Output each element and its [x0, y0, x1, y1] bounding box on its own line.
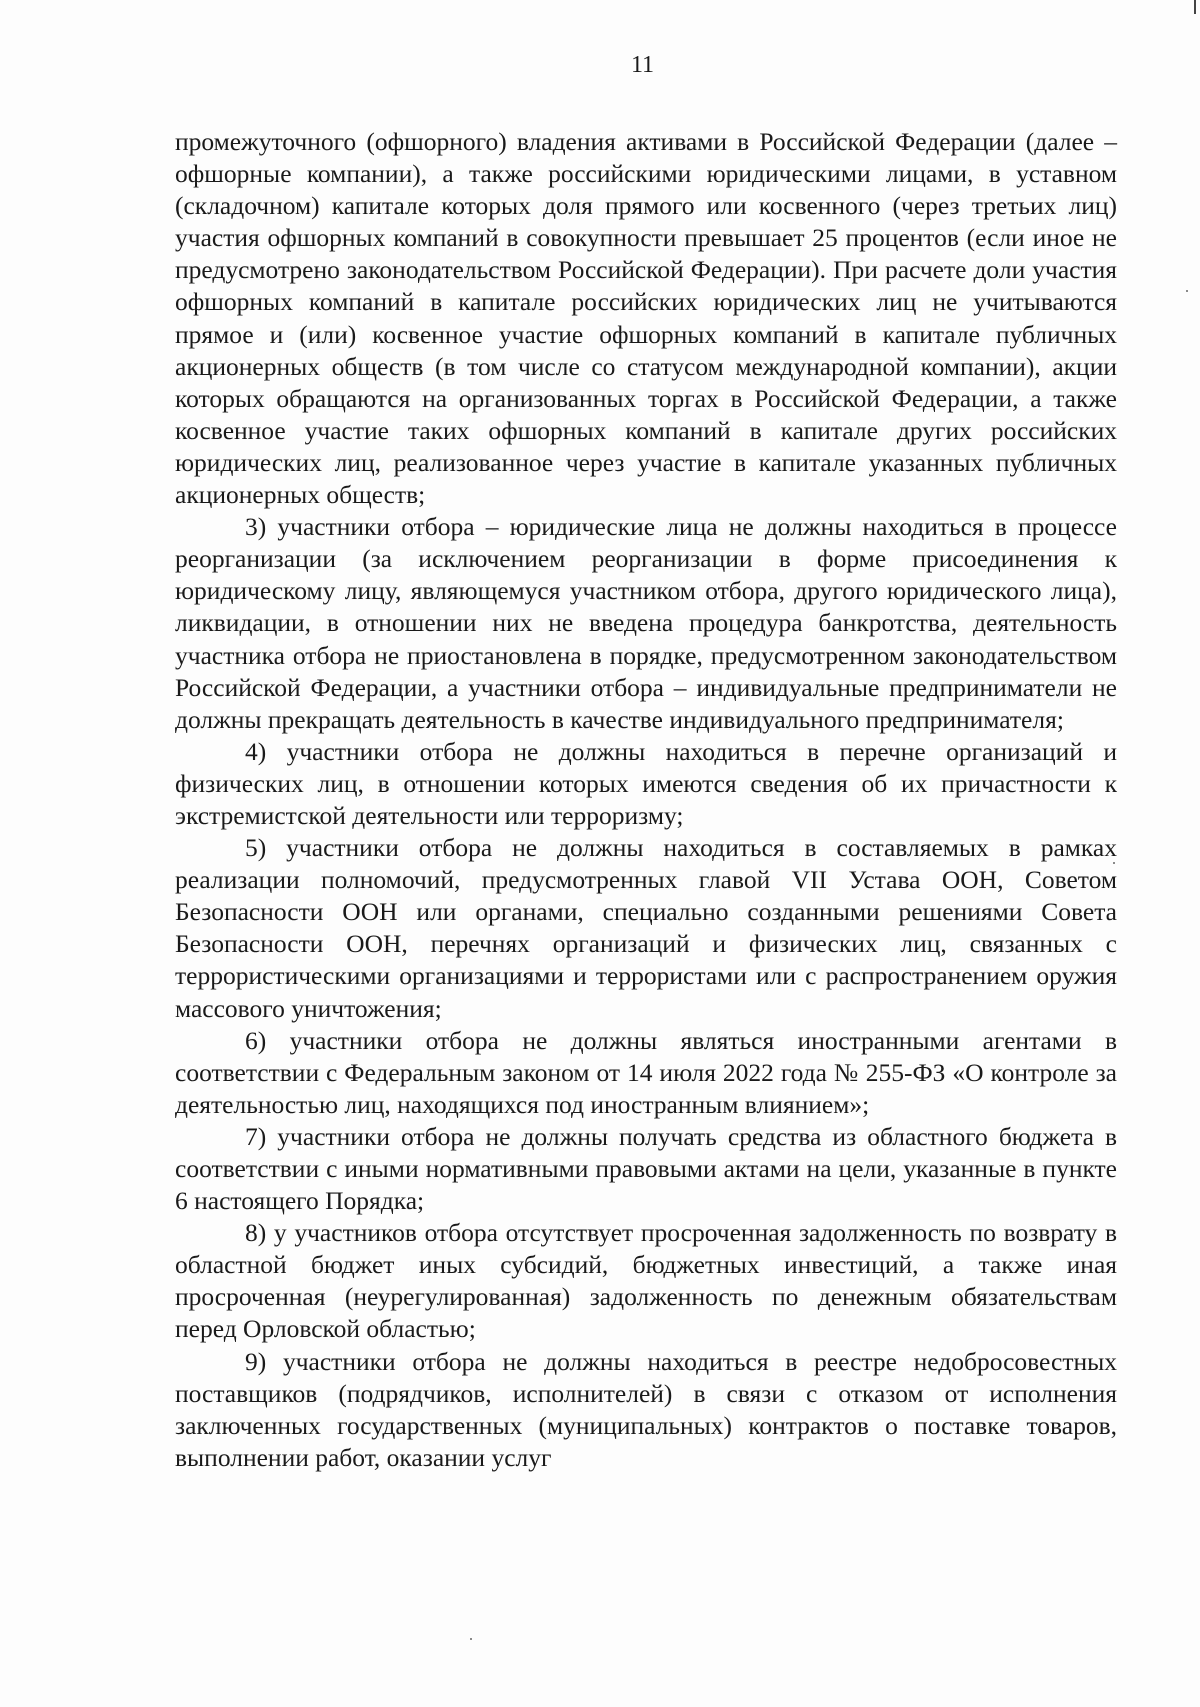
paragraph-item-6: 6) участники отбора не должны являться иностранными агентами в соответствии с Федеральным законом от 14 июля 2022 года № 255-ФЗ «О контроле за деятельностью лиц, находящихся под иностранным влиянием»;: [175, 1025, 1117, 1119]
document-body: [175, 126, 1117, 1474]
scan-speck: [470, 1638, 472, 1640]
page-number: 11: [630, 52, 655, 78]
scan-edge-mark: [1194, 0, 1196, 14]
paragraph-item-5: 5) участники отбора не должны находиться в составляемых в рамках реализации полномочий, предусмотренных главой VII Устава ООН, Советом Безопасности ООН или органами, специально созданными решениями Совета Безопасности ООН, перечнях организаций и физических лиц, связанных с террористическими организациями и террористами или с распространением оружия массового уничтожения;: [175, 833, 1117, 1023]
paragraph-item-8: 8) у участников отбора отсутствует просроченная задолженность по возврату в областной бюджет иных субсидий, бюджетных инвестиций, а также иная просроченная (неурегулированная) задолженность по денежным обязательствам перед Орловской областью;: [175, 1218, 1117, 1344]
paragraph-item-9: 9) участники отбора не должны находиться в реестре недобросовестных поставщиков (подрядчиков, исполнителей) в связи с отказом от исполнения заключенных государственных (муниципальных) контрактов о поставке товаров, выполнении работ, оказании услуг: [175, 1346, 1117, 1472]
paragraph-item-4: 4) участники отбора не должны находиться в перечне организаций и физических лиц, в отношении которых имеются сведения об их причастности к экстремистской деятельности или терроризму;: [175, 736, 1117, 830]
paragraph-item-7: 7) участники отбора не должны получать средства из областного бюджета в соответствии с иными нормативными правовыми актами на цели, указанные в пункте 6 настоящего Порядка;: [175, 1121, 1117, 1216]
scan-speck: [1186, 290, 1188, 292]
paragraph-item-3: 3) участники отбора – юридические лица не должны находиться в процессе реорганизации (за исключением реорганизации в форме присоединения к юридическому лицу, являющемуся участником отбора, другого юридического лица), ликвидации, в отношении них не введена процедура банкротства, деятельность участника отбора не приостановлена в порядке, предусмотренном законодательством Российской Федерации, а участники отбора – индивидуальные предприниматели не должны прекращать деятельность в качестве индивидуального предпринимателя;: [175, 512, 1117, 734]
paragraph-continuation: промежуточного (офшорного) владения активами в Российской Федерации (далее – офшорные компании), а также российскими юридическими лицами, в уставном (складочном) капитале которых доля прямого или косвенного (через третьих лиц) участия офшорных компаний в совокупности превышает 25 процентов (если иное не предусмотрено законодательством Российской Федерации). При расчете доли участия офшорных компаний в капитале российских юридических лиц не учитываются прямое и (или) косвенное участие офшорных компаний в капитале публичных акционерных обществ (в том числе со статусом международной компании), акции которых обращаются на организованных торгах в Российской Федерации, а также косвенное участие таких офшорных компаний в капитале других российских юридических лиц, реализованное через участие в капитале указанных публичных акционерных обществ;: [175, 127, 1117, 510]
